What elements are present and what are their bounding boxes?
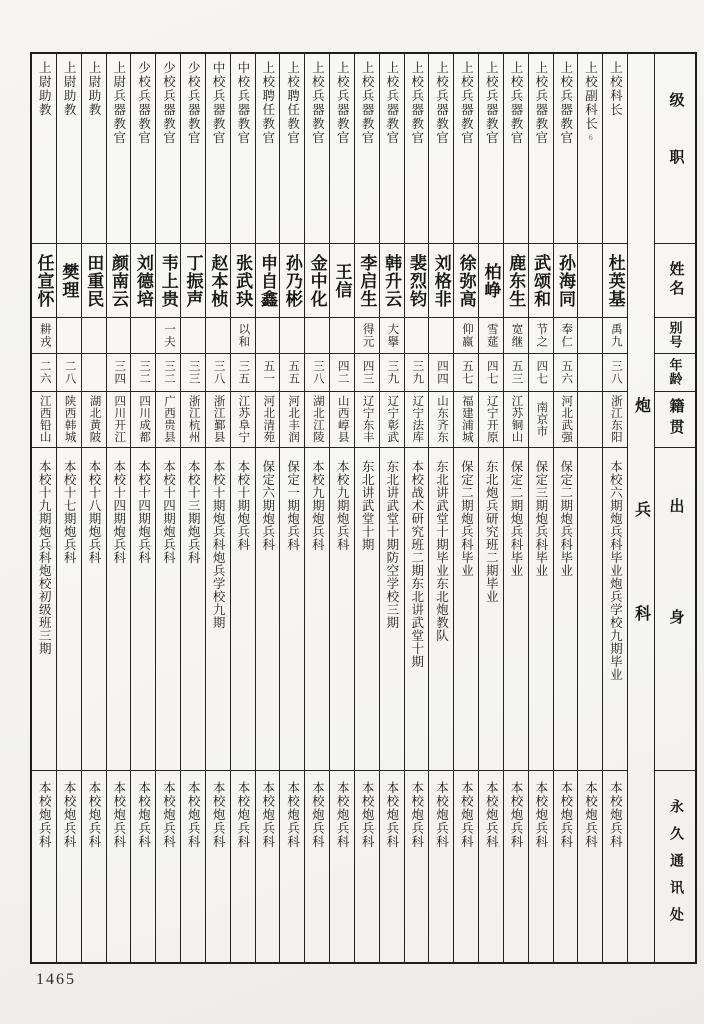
registry-table: [30, 52, 697, 964]
contact-cell: 本校炮兵科: [231, 770, 255, 962]
background-cell: 本校十四期炮兵科: [131, 447, 155, 770]
alias-cell: [280, 317, 304, 353]
rank-text: 上校聘任教官: [285, 61, 300, 145]
age-cell: 三四: [107, 353, 131, 391]
person-column: [106, 54, 131, 962]
age-cell: 三五: [231, 353, 255, 391]
age-cell: [578, 353, 602, 391]
age-cell: 三二: [156, 353, 180, 391]
alias-cell: [107, 317, 131, 353]
name-cell: 韩升云: [380, 243, 404, 317]
rank-text: 上校兵器教官: [360, 61, 375, 145]
age-cell: 四三: [355, 353, 379, 391]
rank-text: 上校兵器教官: [533, 61, 548, 145]
age-cell: 五三: [504, 353, 528, 391]
native-place-cell: 浙江鄞县: [206, 391, 230, 448]
rank-text: 上尉助教: [37, 61, 52, 117]
background-cell: 本校十九期炮兵科炮校初级班三期: [32, 447, 56, 770]
person-column: [428, 54, 453, 962]
background-cell: 东北讲武堂十期防空学校三期: [380, 447, 404, 770]
alias-cell: [429, 317, 453, 353]
person-column: [453, 54, 478, 962]
age-cell: 三八: [305, 353, 329, 391]
native-place-cell: 广西贵县: [156, 391, 180, 448]
native-place-cell: 江苏铜山: [504, 391, 528, 448]
alias-cell: [330, 317, 354, 353]
person-column: [404, 54, 429, 962]
contact-cell: 本校炮兵科: [82, 770, 106, 962]
rank-cell: [156, 54, 180, 243]
name-cell: 颜南云: [107, 243, 131, 317]
background-cell: 本校六期炮兵科毕业炮兵学校九期毕业: [603, 447, 627, 770]
alias-cell: [131, 317, 155, 353]
age-cell: 四七: [529, 353, 553, 391]
rank-cell: [305, 54, 329, 243]
rank-text: 上校兵器教官: [335, 61, 350, 145]
name-cell: 樊理: [57, 243, 81, 317]
header-rank: 级职: [667, 91, 684, 206]
person-column: [230, 54, 255, 962]
rank-text: 上尉助教: [86, 61, 101, 117]
rank-text: 上校兵器教官: [509, 61, 524, 145]
age-cell: 四四: [429, 353, 453, 391]
alias-cell: 奉仁: [554, 317, 578, 353]
contact-cell: 本校炮兵科: [32, 770, 56, 962]
person-column: [130, 54, 155, 962]
person-column: [478, 54, 503, 962]
background-cell: 保定一期炮兵科: [280, 447, 304, 770]
alias-cell: [405, 317, 429, 353]
age-cell: 二八: [57, 353, 81, 391]
native-place-cell: 浙江东阳: [603, 391, 627, 448]
header-column: [654, 54, 695, 962]
person-column: [205, 54, 230, 962]
person-column: [279, 54, 304, 962]
native-place-cell: 河北清苑: [256, 391, 280, 448]
name-cell: 刘格非: [429, 243, 453, 317]
person-column: [553, 54, 578, 962]
name-cell: 赵本桢: [206, 243, 230, 317]
name-cell: [578, 243, 602, 317]
background-cell: 本校九期炮兵科: [330, 447, 354, 770]
rank-cell: [454, 54, 478, 243]
header-contact: 永久通讯处: [655, 770, 695, 962]
rank-text: 上校兵器教官: [409, 61, 424, 145]
rank-cell: [330, 54, 354, 243]
rank-cell: [280, 54, 304, 243]
background-cell: 本校十三期炮兵科: [181, 447, 205, 770]
contact-cell: 本校炮兵科: [504, 770, 528, 962]
contact-cell: 本校炮兵科: [405, 770, 429, 962]
person-column: [329, 54, 354, 962]
rank-cell: [355, 54, 379, 243]
alias-cell: [57, 317, 81, 353]
name-cell: 杜英基: [603, 243, 627, 317]
native-place-cell: [578, 391, 602, 448]
contact-cell: 本校炮兵科: [280, 770, 304, 962]
background-cell: 东北讲武堂十期: [355, 447, 379, 770]
background-cell: 本校十八期炮兵科: [82, 447, 106, 770]
native-place-cell: 江西铅山: [32, 391, 56, 448]
contact-cell: 本校炮兵科: [156, 770, 180, 962]
person-column: [304, 54, 329, 962]
contact-cell: 本校炮兵科: [554, 770, 578, 962]
section-title: 炮兵科: [632, 397, 650, 709]
alias-cell: 雪莚: [479, 317, 503, 353]
rank-cell: [504, 54, 528, 243]
native-place-cell: 山西崞县: [330, 391, 354, 448]
rank-cell: [429, 54, 453, 243]
native-place-cell: 湖北江陵: [305, 391, 329, 448]
contact-cell: 本校炮兵科: [181, 770, 205, 962]
background-cell: 保定二期炮兵科毕业: [504, 447, 528, 770]
background-cell: 东北讲武堂十期毕业东北炮教队: [429, 447, 453, 770]
alias-cell: [578, 317, 602, 353]
name-cell: 王信: [330, 243, 354, 317]
alias-cell: 一夫: [156, 317, 180, 353]
name-cell: 武颂和: [529, 243, 553, 317]
alias-cell: [206, 317, 230, 353]
rank-cell: [107, 54, 131, 243]
name-cell: 孙海同: [554, 243, 578, 317]
native-place-cell: 南京市: [529, 391, 553, 448]
alias-cell: [82, 317, 106, 353]
person-column: [155, 54, 180, 962]
age-cell: 五一: [256, 353, 280, 391]
person-column: [528, 54, 553, 962]
background-cell: 保定二期炮兵科毕业: [554, 447, 578, 770]
contact-cell: 本校炮兵科: [131, 770, 155, 962]
native-place-cell: 山东齐东: [429, 391, 453, 448]
name-cell: 鹿东生: [504, 243, 528, 317]
age-cell: 三八: [206, 353, 230, 391]
contact-cell: 本校炮兵科: [454, 770, 478, 962]
name-cell: 孙乃彬: [280, 243, 304, 317]
person-column: [379, 54, 404, 962]
header-name: 姓名: [655, 243, 695, 317]
rank-text: 少校兵器教官: [161, 61, 176, 145]
contact-cell: 本校炮兵科: [578, 770, 602, 962]
person-column: [255, 54, 280, 962]
contact-cell: 本校炮兵科: [305, 770, 329, 962]
alias-cell: 耕戎: [32, 317, 56, 353]
age-cell: 三三: [181, 353, 205, 391]
contact-cell: 本校炮兵科: [603, 770, 627, 962]
person-column: [180, 54, 205, 962]
alias-cell: 仰嬴: [454, 317, 478, 353]
alias-cell: 得元: [355, 317, 379, 353]
alias-cell: 禹九: [603, 317, 627, 353]
name-cell: 韦上贵: [156, 243, 180, 317]
background-cell: 本校十七期炮兵科: [57, 447, 81, 770]
contact-cell: 本校炮兵科: [57, 770, 81, 962]
rank-text: 中校兵器教官: [235, 61, 250, 145]
rank-cell: [405, 54, 429, 243]
contact-cell: 本校炮兵科: [429, 770, 453, 962]
rank-cell: [578, 54, 602, 243]
header-native-place: 籍贯: [655, 391, 695, 448]
rank-cell: [380, 54, 404, 243]
native-place-cell: 四川成都: [131, 391, 155, 448]
rank-text: 少校兵器教官: [186, 61, 201, 145]
name-cell: 丁振声: [181, 243, 205, 317]
alias-cell: 以和: [231, 317, 255, 353]
background-cell: 本校十四期炮兵科: [156, 447, 180, 770]
rank-cell: [82, 54, 106, 243]
native-place-cell: 辽宁法库: [405, 391, 429, 448]
contact-cell: 本校炮兵科: [380, 770, 404, 962]
native-place-cell: 辽宁东丰: [355, 391, 379, 448]
contact-cell: 本校炮兵科: [330, 770, 354, 962]
background-cell: 东北炮兵研究班二期毕业: [479, 447, 503, 770]
rank-text: 上校科长: [608, 61, 623, 117]
name-cell: 李启生: [355, 243, 379, 317]
alias-cell: [181, 317, 205, 353]
name-cell: 张武玦: [231, 243, 255, 317]
age-cell: 四七: [479, 353, 503, 391]
native-place-cell: 福建浦城: [454, 391, 478, 448]
name-cell: 刘德培: [131, 243, 155, 317]
rank-cell: [181, 54, 205, 243]
alias-cell: 节之: [529, 317, 553, 353]
rank-text: 上校副科长: [583, 61, 598, 131]
native-place-cell: 四川开江: [107, 391, 131, 448]
contact-cell: 本校炮兵科: [107, 770, 131, 962]
person-column: [503, 54, 528, 962]
age-cell: 二六: [32, 353, 56, 391]
rank-text: 上尉兵器教官: [111, 61, 126, 145]
name-cell: 徐弥高: [454, 243, 478, 317]
background-cell: 本校十四期炮兵科: [107, 447, 131, 770]
native-place-cell: 湖北黄陂: [82, 391, 106, 448]
native-place-cell: 辽宁开原: [479, 391, 503, 448]
age-cell: 三八: [603, 353, 627, 391]
age-cell: 四二: [330, 353, 354, 391]
native-place-cell: 江苏阜宁: [231, 391, 255, 448]
background-cell: 保定二期炮兵科毕业: [454, 447, 478, 770]
name-cell: 申自鑫: [256, 243, 280, 317]
age-cell: 五五: [280, 353, 304, 391]
native-place-cell: 浙江杭州: [181, 391, 205, 448]
background-cell: 保定三期炮兵科毕业: [529, 447, 553, 770]
background-cell: 保定六期炮兵科: [256, 447, 280, 770]
person-column: [32, 54, 56, 962]
age-cell: 五七: [454, 353, 478, 391]
person-column: [56, 54, 81, 962]
name-cell: 柏峥: [479, 243, 503, 317]
rank-cell: [603, 54, 627, 243]
rank-text: 上校兵器教官: [310, 61, 325, 145]
name-cell: 裴烈钧: [405, 243, 429, 317]
rank-cell: [131, 54, 155, 243]
rank-cell: [529, 54, 553, 243]
native-place-cell: 陕西韩城: [57, 391, 81, 448]
rank-text: 上尉助教: [62, 61, 77, 117]
age-cell: 三二: [131, 353, 155, 391]
native-place-cell: 河北武强: [554, 391, 578, 448]
rank-cell: [231, 54, 255, 243]
rank-cell: [479, 54, 503, 243]
rank-cell: [256, 54, 280, 243]
rank-text: 上校兵器教官: [558, 61, 573, 145]
contact-cell: 本校炮兵科: [479, 770, 503, 962]
alias-cell: [305, 317, 329, 353]
age-cell: 五六: [554, 353, 578, 391]
name-cell: 金中化: [305, 243, 329, 317]
rank-text: 少校兵器教官: [136, 61, 151, 145]
section-column: [627, 54, 654, 962]
rank-text: 上校兵器教官: [384, 61, 399, 145]
rank-cell: [32, 54, 56, 243]
contact-cell: 本校炮兵科: [355, 770, 379, 962]
person-column: [354, 54, 379, 962]
rank-text: 上校兵器教官: [459, 61, 474, 145]
age-cell: [82, 353, 106, 391]
header-background: 出身: [655, 447, 695, 770]
rank-text: 上校兵器教官: [484, 61, 499, 145]
person-column: [577, 54, 602, 962]
contact-cell: 本校炮兵科: [256, 770, 280, 962]
rank-text: 上校兵器教官: [434, 61, 449, 145]
rank-note: 6: [586, 133, 596, 144]
header-age: 年龄: [655, 353, 695, 391]
name-cell: 田重民: [82, 243, 106, 317]
age-cell: 三九: [405, 353, 429, 391]
background-cell: 本校十期炮兵科: [231, 447, 255, 770]
background-cell: [578, 447, 602, 770]
page-number: 1465: [36, 971, 76, 988]
rank-text: 上校聘任教官: [260, 61, 275, 145]
rank-cell: [57, 54, 81, 243]
native-place-cell: 河北丰润: [280, 391, 304, 448]
alias-cell: 大擧: [380, 317, 404, 353]
header-alias: 别号: [655, 317, 695, 353]
alias-cell: [256, 317, 280, 353]
background-cell: 本校九期炮兵科: [305, 447, 329, 770]
contact-cell: 本校炮兵科: [206, 770, 230, 962]
native-place-cell: 辽宁彰武: [380, 391, 404, 448]
background-cell: 本校战术研究班二期东北讲武堂十期: [405, 447, 429, 770]
rank-cell: [206, 54, 230, 243]
alias-cell: 宽继: [504, 317, 528, 353]
person-column: [81, 54, 106, 962]
background-cell: 本校十期炮兵科炮兵学校九期: [206, 447, 230, 770]
contact-cell: 本校炮兵科: [529, 770, 553, 962]
person-column: [602, 54, 627, 962]
rank-text: 中校兵器教官: [211, 61, 226, 145]
rank-cell: [554, 54, 578, 243]
name-cell: 任宣怀: [32, 243, 56, 317]
age-cell: 三九: [380, 353, 404, 391]
